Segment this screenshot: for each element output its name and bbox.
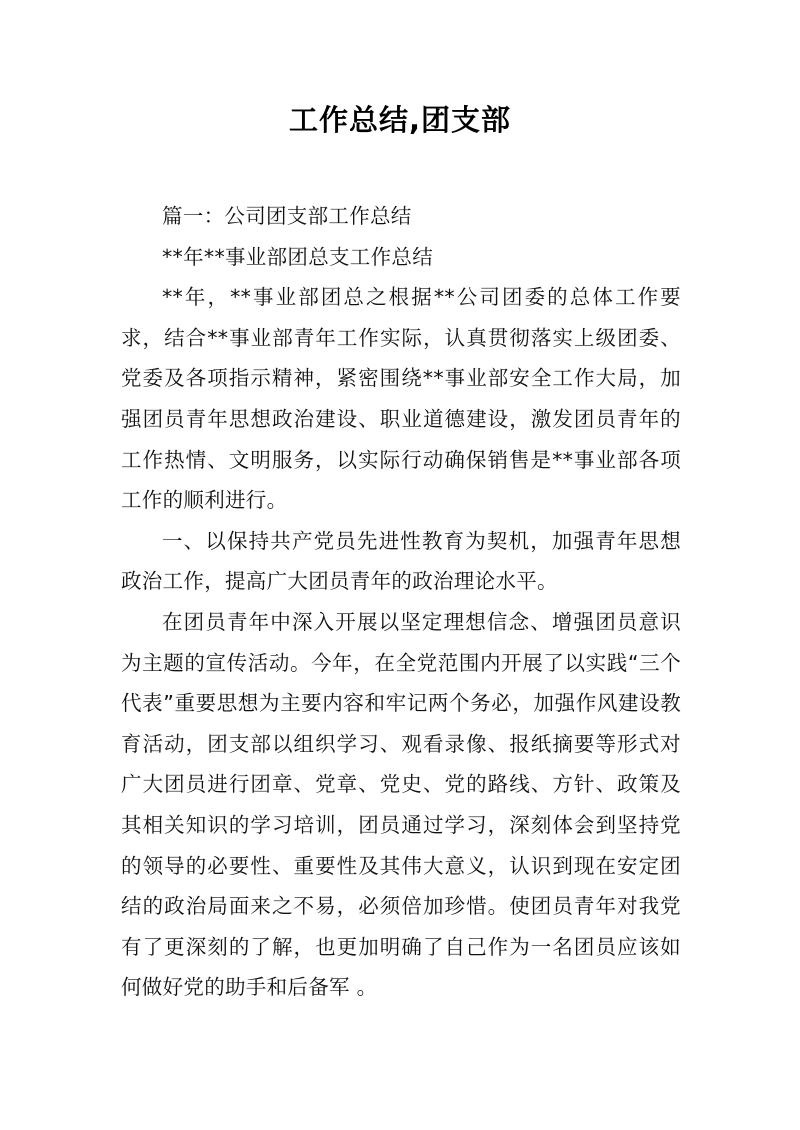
document-body xyxy=(121,196,681,1008)
document-title: 工作总结,团支部 xyxy=(288,103,512,137)
paragraph-intro: **年，**事业部团总之根据**公司团委的总体工作要求，结合**事业部青年工作实际，认真贯彻落实上级团委、党委及各项指示精神，紧密围绕**事业部安全工作大局，加强团员青年思想政治建设、职业道德建设，激发团员青年的工作热情、文明服务，以实际行动确保销售是**事业部各项工作的顺利进行。 xyxy=(121,285,681,513)
paragraph-point-one-detail: 在团员青年中深入开展以坚定理想信念、增强团员意识为主题的宣传活动。今年，在全党范围内开展了以实践“三个代表”重要思想为主要内容和牢记两个务必，加强作风建设教育活动，团支部以组织学习、观看录像、报纸摘要等形式对广大团员进行团章、党章、党史、党的路线、方针、政策及其相关知识的学习培训，团员通过学习，深刻体会到坚持党的领导的必要性、重要性及其伟大意义，认识到现在安定团结的政治局面来之不易，必须倍加珍惜。使团员青年对我党有了更深刻的了解，也更加明确了自己作为一名团员应该如何做好党的助手和后备军 。 xyxy=(121,609,681,1000)
paragraph-report-title: **年**事业部团总支工作总结 xyxy=(162,244,433,269)
paragraph-section-heading: 篇一：公司团支部工作总结 xyxy=(162,204,412,228)
paragraph-point-one: 一、以保持共产党员先进性教育为契机，加强青年思想政治工作，提高广大团员青年的政治理论水平。 xyxy=(121,528,681,594)
